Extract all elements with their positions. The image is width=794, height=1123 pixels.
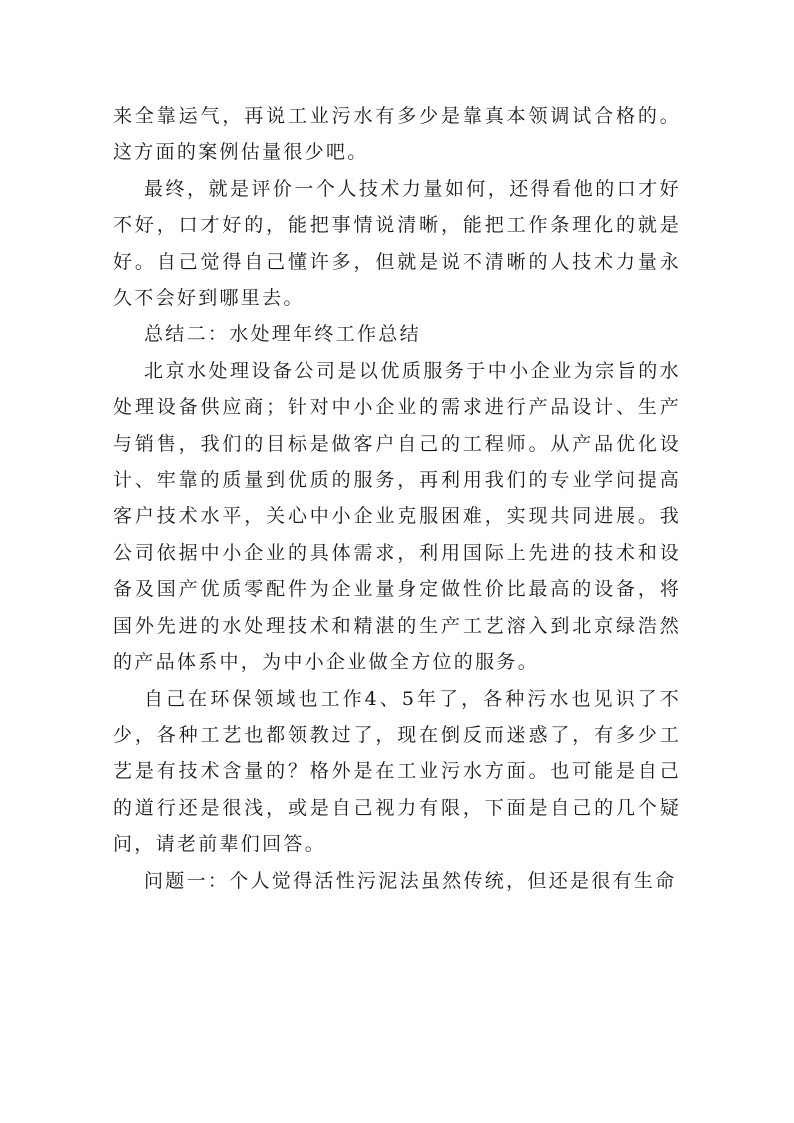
paragraph-4: 自己在环保领域也工作4、5年了，各种污水也见识了不少，各种工艺也都领教过了，现在倒反而迷惑了，有多少工艺是有技术含量的？格外是在工业污水方面。也可能是自己的道行还是很浅，或是自己视力有限，下面是自己的几个疑问，请老前辈们回答。 xyxy=(113,687,681,856)
paragraph-2: 最终，就是评价一个人技术力量如何，还得看他的口才好不好，口才好的，能把事情说清晰，能把工作条理化的就是好。自己觉得自己懂许多，但就是说不清晰的人技术力量永久不会好到哪里去。 xyxy=(113,177,681,310)
paragraph-1: 来全靠运气，再说工业污水有多少是靠真本领调试合格的。这方面的案例估量很少吧。 xyxy=(113,105,681,164)
section-heading: 总结二：水处理年终工作总结 xyxy=(144,323,421,346)
paragraph-5: 问题一：个人觉得活性污泥法虽然传统，但还是很有生命 xyxy=(144,869,677,892)
paragraph-3: 北京水处理设备公司是以优质服务于中小企业为宗旨的水处理设备供应商；针对中小企业的需求进行产品设计、生产与销售，我们的目标是做客户自己的工程师。从产品优化设计、牢靠的质量到优质的服务，再利用我们的专业学问提高客户技术水平，关心中小企业克服困难，实现共同进展。我公司依据中小企业的具体需求，利用国际上先进的技术和设备及国产优质零配件为企业量身定做性价比最高的设备，将国外先进的水处理技术和精湛的生产工艺溶入到北京绿浩然的产品体系中，为中小企业做全方位的服务。 xyxy=(113,359,681,674)
document-body xyxy=(113,98,681,899)
